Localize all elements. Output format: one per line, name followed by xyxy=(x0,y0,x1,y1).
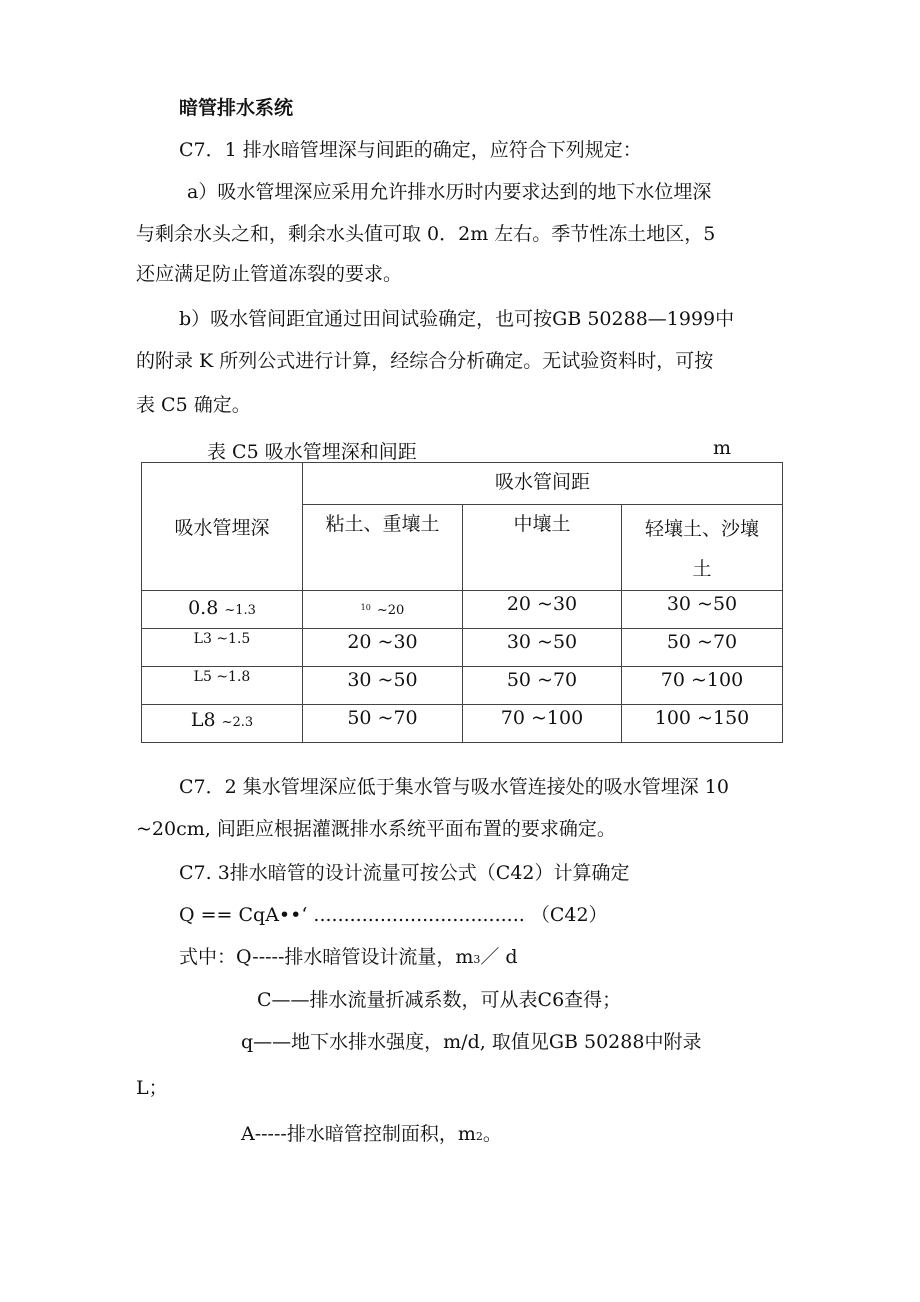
clay-cell: $^{10}$ ~20 xyxy=(303,591,463,629)
depth-cell: 0.8 ~1.3 xyxy=(142,591,303,629)
paragraph-a-line1: a）吸水管埋深应采用允许排水历时内要求达到的地下水位埋深 xyxy=(187,181,712,203)
loam-cell: 50 ~70 xyxy=(463,667,622,705)
clay-cell: 20 ~30 xyxy=(303,629,463,667)
formula: Q == CqA••‘ ................................... （C42） xyxy=(179,904,608,926)
col-clay-header: 粘土、重壤土 xyxy=(303,505,463,591)
col-loam-header: 中壤土 xyxy=(463,505,622,591)
light-loam-cell: 50 ~70 xyxy=(622,629,783,667)
paragraph-c7-2-line2: ~20cm, 间距应根据灌溉排水系统平面布置的要求确定。 xyxy=(136,818,616,840)
where-q-intensity-cont: L； xyxy=(136,1077,168,1099)
table-row xyxy=(142,629,783,667)
clay-cell: 50 ~70 xyxy=(303,705,463,743)
depth-cell: L8 ~2.3 xyxy=(142,705,303,743)
paragraph-b-line3: 表 C5 确定。 xyxy=(136,394,251,416)
table-row xyxy=(142,591,783,629)
loam-cell: 20 ~30 xyxy=(463,591,622,629)
light-loam-cell: 100 ~150 xyxy=(622,705,783,743)
paragraph-a-line2: 与剩余水头之和，剩余水头值可取 0．2m 左右。季节性冻土地区，5 xyxy=(136,223,716,245)
where-q: 式中：Q-----排水暗管设计流量，m3／ d xyxy=(179,946,518,968)
paragraph-c7-1: C7．1 排水暗管埋深与间距的确定，应符合下列规定： xyxy=(179,139,642,161)
paragraph-b-line1: b）吸水管间距宜通过田间试验确定，也可按GB 50288—1999中 xyxy=(179,308,735,330)
paragraph-c7-3: C7. 3排水暗管的设计流量可按公式（C42）计算确定 xyxy=(179,862,630,884)
light-loam-cell: 70 ~100 xyxy=(622,667,783,705)
section-heading: 暗管排水系统 xyxy=(179,97,294,119)
paragraph-b-line2: 的附录 K 所列公式进行计算，经综合分析确定。无试验资料时，可按 xyxy=(136,350,714,372)
table-row xyxy=(142,705,783,743)
loam-cell: 30 ~50 xyxy=(463,629,622,667)
depth-header: 吸水管埋深 xyxy=(142,463,303,591)
paragraph-a-line3: 还应满足防止管道冻裂的要求。 xyxy=(136,263,403,285)
spacing-header: 吸水管间距 xyxy=(303,463,783,505)
spacing-table xyxy=(141,462,783,743)
where-a: A-----排水暗管控制面积，m2。 xyxy=(241,1123,502,1145)
table-row xyxy=(142,667,783,705)
clay-cell: 30 ~50 xyxy=(303,667,463,705)
where-q-intensity: q——地下水排水强度，m/d, 取值见GB 50288中附录 xyxy=(241,1031,702,1053)
depth-cell: L3 ~1.5 xyxy=(142,629,303,667)
depth-cell: L5 ~1.8 xyxy=(142,667,303,705)
light-loam-cell: 30 ~50 xyxy=(622,591,783,629)
table-caption: 表 C5 吸水管埋深和间距 xyxy=(207,441,417,463)
loam-cell: 70 ~100 xyxy=(463,705,622,743)
col-light-loam-header: 轻壤土、沙壤 土 xyxy=(622,505,783,591)
table-unit: m xyxy=(713,437,732,459)
paragraph-c7-2-line1: C7．2 集水管埋深应低于集水管与吸水管连接处的吸水管埋深 10 xyxy=(179,776,729,798)
where-c: C——排水流量折减系数，可从表C6查得； xyxy=(257,989,622,1011)
